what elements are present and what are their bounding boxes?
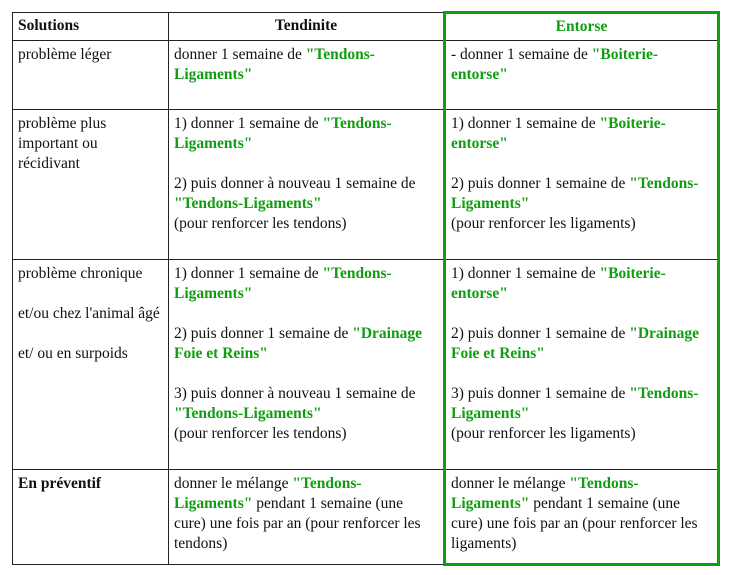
tendinite-step xyxy=(174,174,438,234)
label-gap xyxy=(18,324,163,344)
step-note: pendant 1 semaine (une cure) une fois par an (pour renforcer les tendons) xyxy=(174,495,421,552)
step-text: 2) puis donner 1 semaine de xyxy=(174,325,353,342)
row-label: problème léger xyxy=(18,46,112,63)
step-text: donner 1 semaine de xyxy=(174,46,306,63)
header-row xyxy=(13,13,719,41)
product-name: "Tendons-Ligaments" xyxy=(174,46,375,83)
step-gap xyxy=(451,154,712,174)
entorse-step xyxy=(451,45,712,85)
entorse-cell xyxy=(445,260,719,470)
header-solutions: Solutions xyxy=(13,13,169,41)
entorse-step xyxy=(451,324,712,364)
row-label: problème plus important ou récidivant xyxy=(18,115,107,172)
header-entorse: Entorse xyxy=(445,13,719,41)
tendinite-step xyxy=(174,114,438,154)
tendinite-cell xyxy=(169,260,445,470)
step-text: 1) donner 1 semaine de xyxy=(174,115,323,132)
entorse-cell xyxy=(445,110,719,260)
tendinite-step xyxy=(174,264,438,304)
tendinite-cell xyxy=(169,41,445,110)
tendinite-step xyxy=(174,45,438,85)
row-label-cell xyxy=(13,110,169,260)
step-gap xyxy=(174,364,438,384)
product-name: "Tendons-Ligaments" xyxy=(451,175,699,212)
table-row xyxy=(13,470,719,565)
entorse-step xyxy=(451,114,712,154)
step-gap xyxy=(451,364,712,384)
row-label: et/ ou en surpoids xyxy=(18,345,128,362)
product-name: "Boiterie-entorse" xyxy=(451,46,659,83)
product-name: "Tendons-Ligaments" xyxy=(174,265,392,302)
row-label-cell xyxy=(13,470,169,565)
step-gap xyxy=(451,304,712,324)
step-text: 3) puis donner 1 semaine de xyxy=(451,385,630,402)
tendinite-cell xyxy=(169,470,445,565)
step-text: 2) puis donner à nouveau 1 semaine de xyxy=(174,175,416,192)
step-text: donner le mélange xyxy=(174,475,293,492)
product-name: "Boiterie-entorse" xyxy=(451,115,666,152)
product-name: "Boiterie-entorse" xyxy=(451,265,666,302)
label-gap xyxy=(18,284,163,304)
row-label: et/ou chez l'animal âgé xyxy=(18,305,160,322)
row-label: problème chronique xyxy=(18,265,143,282)
product-name: "Tendons-Ligaments" xyxy=(174,475,362,512)
table-row xyxy=(13,260,719,470)
step-note: (pour renforcer les ligaments) xyxy=(451,215,636,232)
step-note: (pour renforcer les ligaments) xyxy=(451,425,636,442)
step-text: - donner 1 semaine de xyxy=(451,46,592,63)
step-gap xyxy=(174,154,438,174)
step-text: 2) puis donner 1 semaine de xyxy=(451,325,630,342)
step-note: (pour renforcer les tendons) xyxy=(174,425,347,442)
step-text: 1) donner 1 semaine de xyxy=(451,265,600,282)
entorse-step xyxy=(451,384,712,444)
product-name: "Tendons-Ligaments" xyxy=(174,195,322,212)
row-label: En préventif xyxy=(18,475,102,492)
header-tendinite: Tendinite xyxy=(169,13,445,41)
step-note: pendant 1 semaine (une cure) une fois par an (pour renforcer les ligaments) xyxy=(451,495,698,552)
product-name: "Tendons-Ligaments" xyxy=(451,385,699,422)
step-text: 3) puis donner à nouveau 1 semaine de xyxy=(174,385,416,402)
solutions-table xyxy=(12,11,720,566)
entorse-cell xyxy=(445,470,719,565)
entorse-step xyxy=(451,174,712,234)
entorse-step xyxy=(451,474,712,554)
tendinite-cell xyxy=(169,110,445,260)
step-text: 1) donner 1 semaine de xyxy=(451,115,600,132)
product-name: "Tendons-Ligaments" xyxy=(174,115,392,152)
step-text: 2) puis donner 1 semaine de xyxy=(451,175,630,192)
row-label-cell xyxy=(13,260,169,470)
entorse-cell xyxy=(445,41,719,110)
entorse-step xyxy=(451,264,712,304)
step-gap xyxy=(174,304,438,324)
step-note: (pour renforcer les tendons) xyxy=(174,215,347,232)
tendinite-step xyxy=(174,384,438,444)
product-name: "Tendons-Ligaments" xyxy=(451,475,639,512)
tendinite-step xyxy=(174,474,438,554)
product-name: "Drainage Foie et Reins" xyxy=(174,325,422,362)
step-text: donner le mélange xyxy=(451,475,570,492)
tendinite-step xyxy=(174,324,438,364)
product-name: "Drainage Foie et Reins" xyxy=(451,325,699,362)
table-row xyxy=(13,110,719,260)
table-row xyxy=(13,41,719,110)
step-text: 1) donner 1 semaine de xyxy=(174,265,323,282)
row-label-cell xyxy=(13,41,169,110)
product-name: "Tendons-Ligaments" xyxy=(174,405,322,422)
